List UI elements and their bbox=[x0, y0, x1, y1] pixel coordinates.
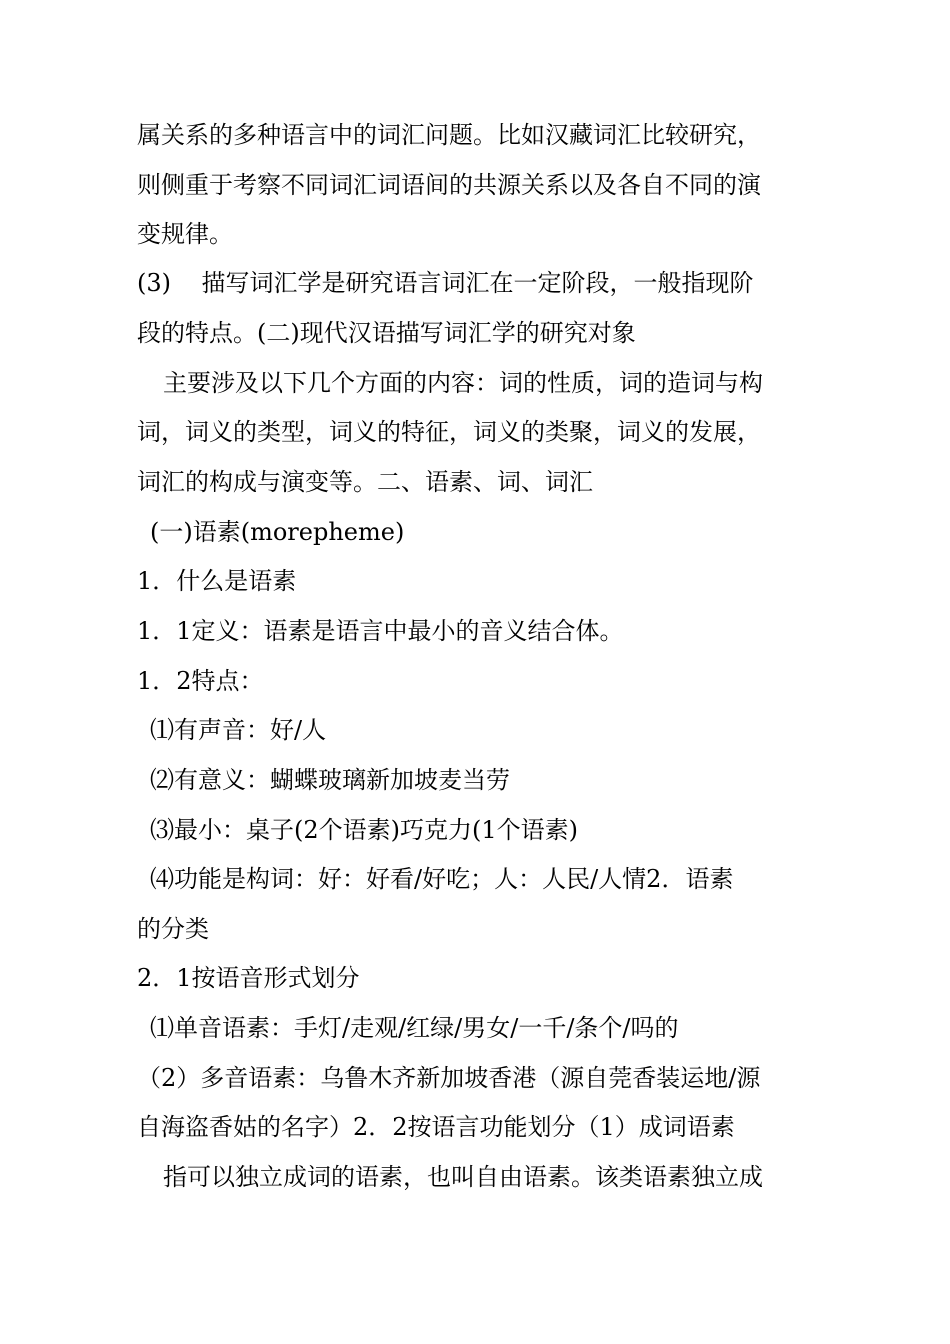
text-line-2: 则侧重于考察不同词汇词语间的共源关系以及各自不同的演 bbox=[137, 171, 761, 199]
text-line-8: 词汇的构成与演变等。二、语素、词、词汇 bbox=[137, 468, 593, 496]
text-line-15: ⑶最小：桌子(2个语素)巧克力(1个语素) bbox=[150, 816, 578, 844]
text-line-9: (一)语素(morepheme) bbox=[150, 518, 405, 546]
text-line-4: (3) 描写词汇学是研究语言词汇在一定阶段，一般指现阶 bbox=[137, 269, 754, 297]
text-line-13: ⑴有声音：好/人 bbox=[150, 716, 327, 744]
text-line-22: 指可以独立成词的语素，也叫自由语素。该类语素独立成 bbox=[163, 1163, 763, 1191]
text-line-10: 1．什么是语素 bbox=[137, 567, 297, 595]
text-line-21: 自海盗香姑的名字）2．2按语言功能划分（1）成词语素 bbox=[137, 1113, 735, 1141]
text-line-3: 变规律。 bbox=[137, 220, 233, 248]
text-line-18: 2．1按语音形式划分 bbox=[137, 964, 360, 992]
text-line-14: ⑵有意义：蝴蝶玻璃新加坡麦当劳 bbox=[150, 766, 510, 794]
text-line-11: 1．1定义：语素是语言中最小的音义结合体。 bbox=[137, 617, 624, 645]
text-line-5: 段的特点。(二)现代汉语描写词汇学的研究对象 bbox=[137, 319, 636, 347]
text-line-20: （2）多音语素：乌鲁木齐新加坡香港（源自莞香装运地/源 bbox=[137, 1064, 761, 1092]
text-line-12: 1．2特点： bbox=[137, 667, 264, 695]
text-line-7: 词，词义的类型，词义的特征，词义的类聚，词义的发展， bbox=[137, 418, 761, 446]
text-line-19: ⑴单音语素：手灯/走观/红绿/男女/一千/条个/吗的 bbox=[150, 1014, 679, 1042]
text-line-1: 属关系的多种语言中的词汇问题。比如汉藏词汇比较研究， bbox=[137, 121, 761, 149]
text-line-17: 的分类 bbox=[137, 915, 209, 943]
text-line-6: 主要涉及以下几个方面的内容：词的性质，词的造词与构 bbox=[163, 369, 763, 397]
text-line-16: ⑷功能是构词：好：好看/好吃；人：人民/人情2．语素 bbox=[150, 865, 734, 893]
